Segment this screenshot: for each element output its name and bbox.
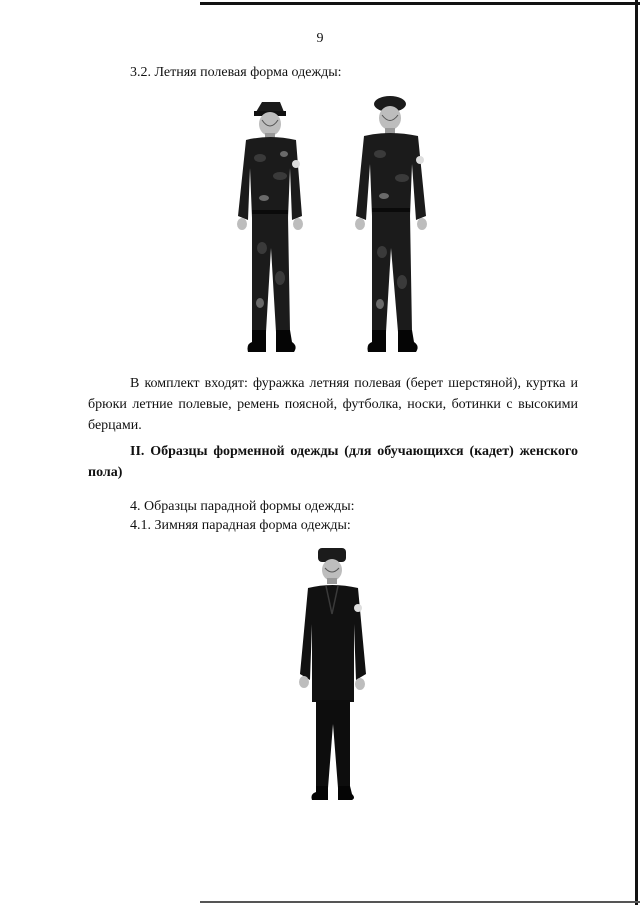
scan-top-edge (200, 2, 640, 5)
section-II-heading: II. Образцы форменной одежды (для обучающихся (кадет) женского пола) (88, 444, 578, 480)
scan-bottom-edge (200, 901, 640, 903)
section-4-1-heading: 4.1. Зимняя парадная форма одежды: (130, 518, 351, 533)
section-4-heading: 4. Образцы парадной формы одежды: (130, 499, 355, 514)
kit-contents-paragraph: В комплект входят: фуражка летняя полевая (берет шерстяной), куртка и брюки летние полевые, ремень поясной, футболка, носки, ботинки с высокими берцами. (88, 376, 578, 433)
scan-right-edge (635, 0, 638, 905)
summer-field-uniform-beret-figure (350, 92, 436, 358)
winter-parade-uniform-figure (296, 544, 376, 806)
summer-field-uniform-cap-figure (232, 98, 312, 358)
section-3-2-heading: 3.2. Летняя полевая форма одежды: (130, 65, 342, 80)
page-number: 9 (316, 31, 324, 46)
